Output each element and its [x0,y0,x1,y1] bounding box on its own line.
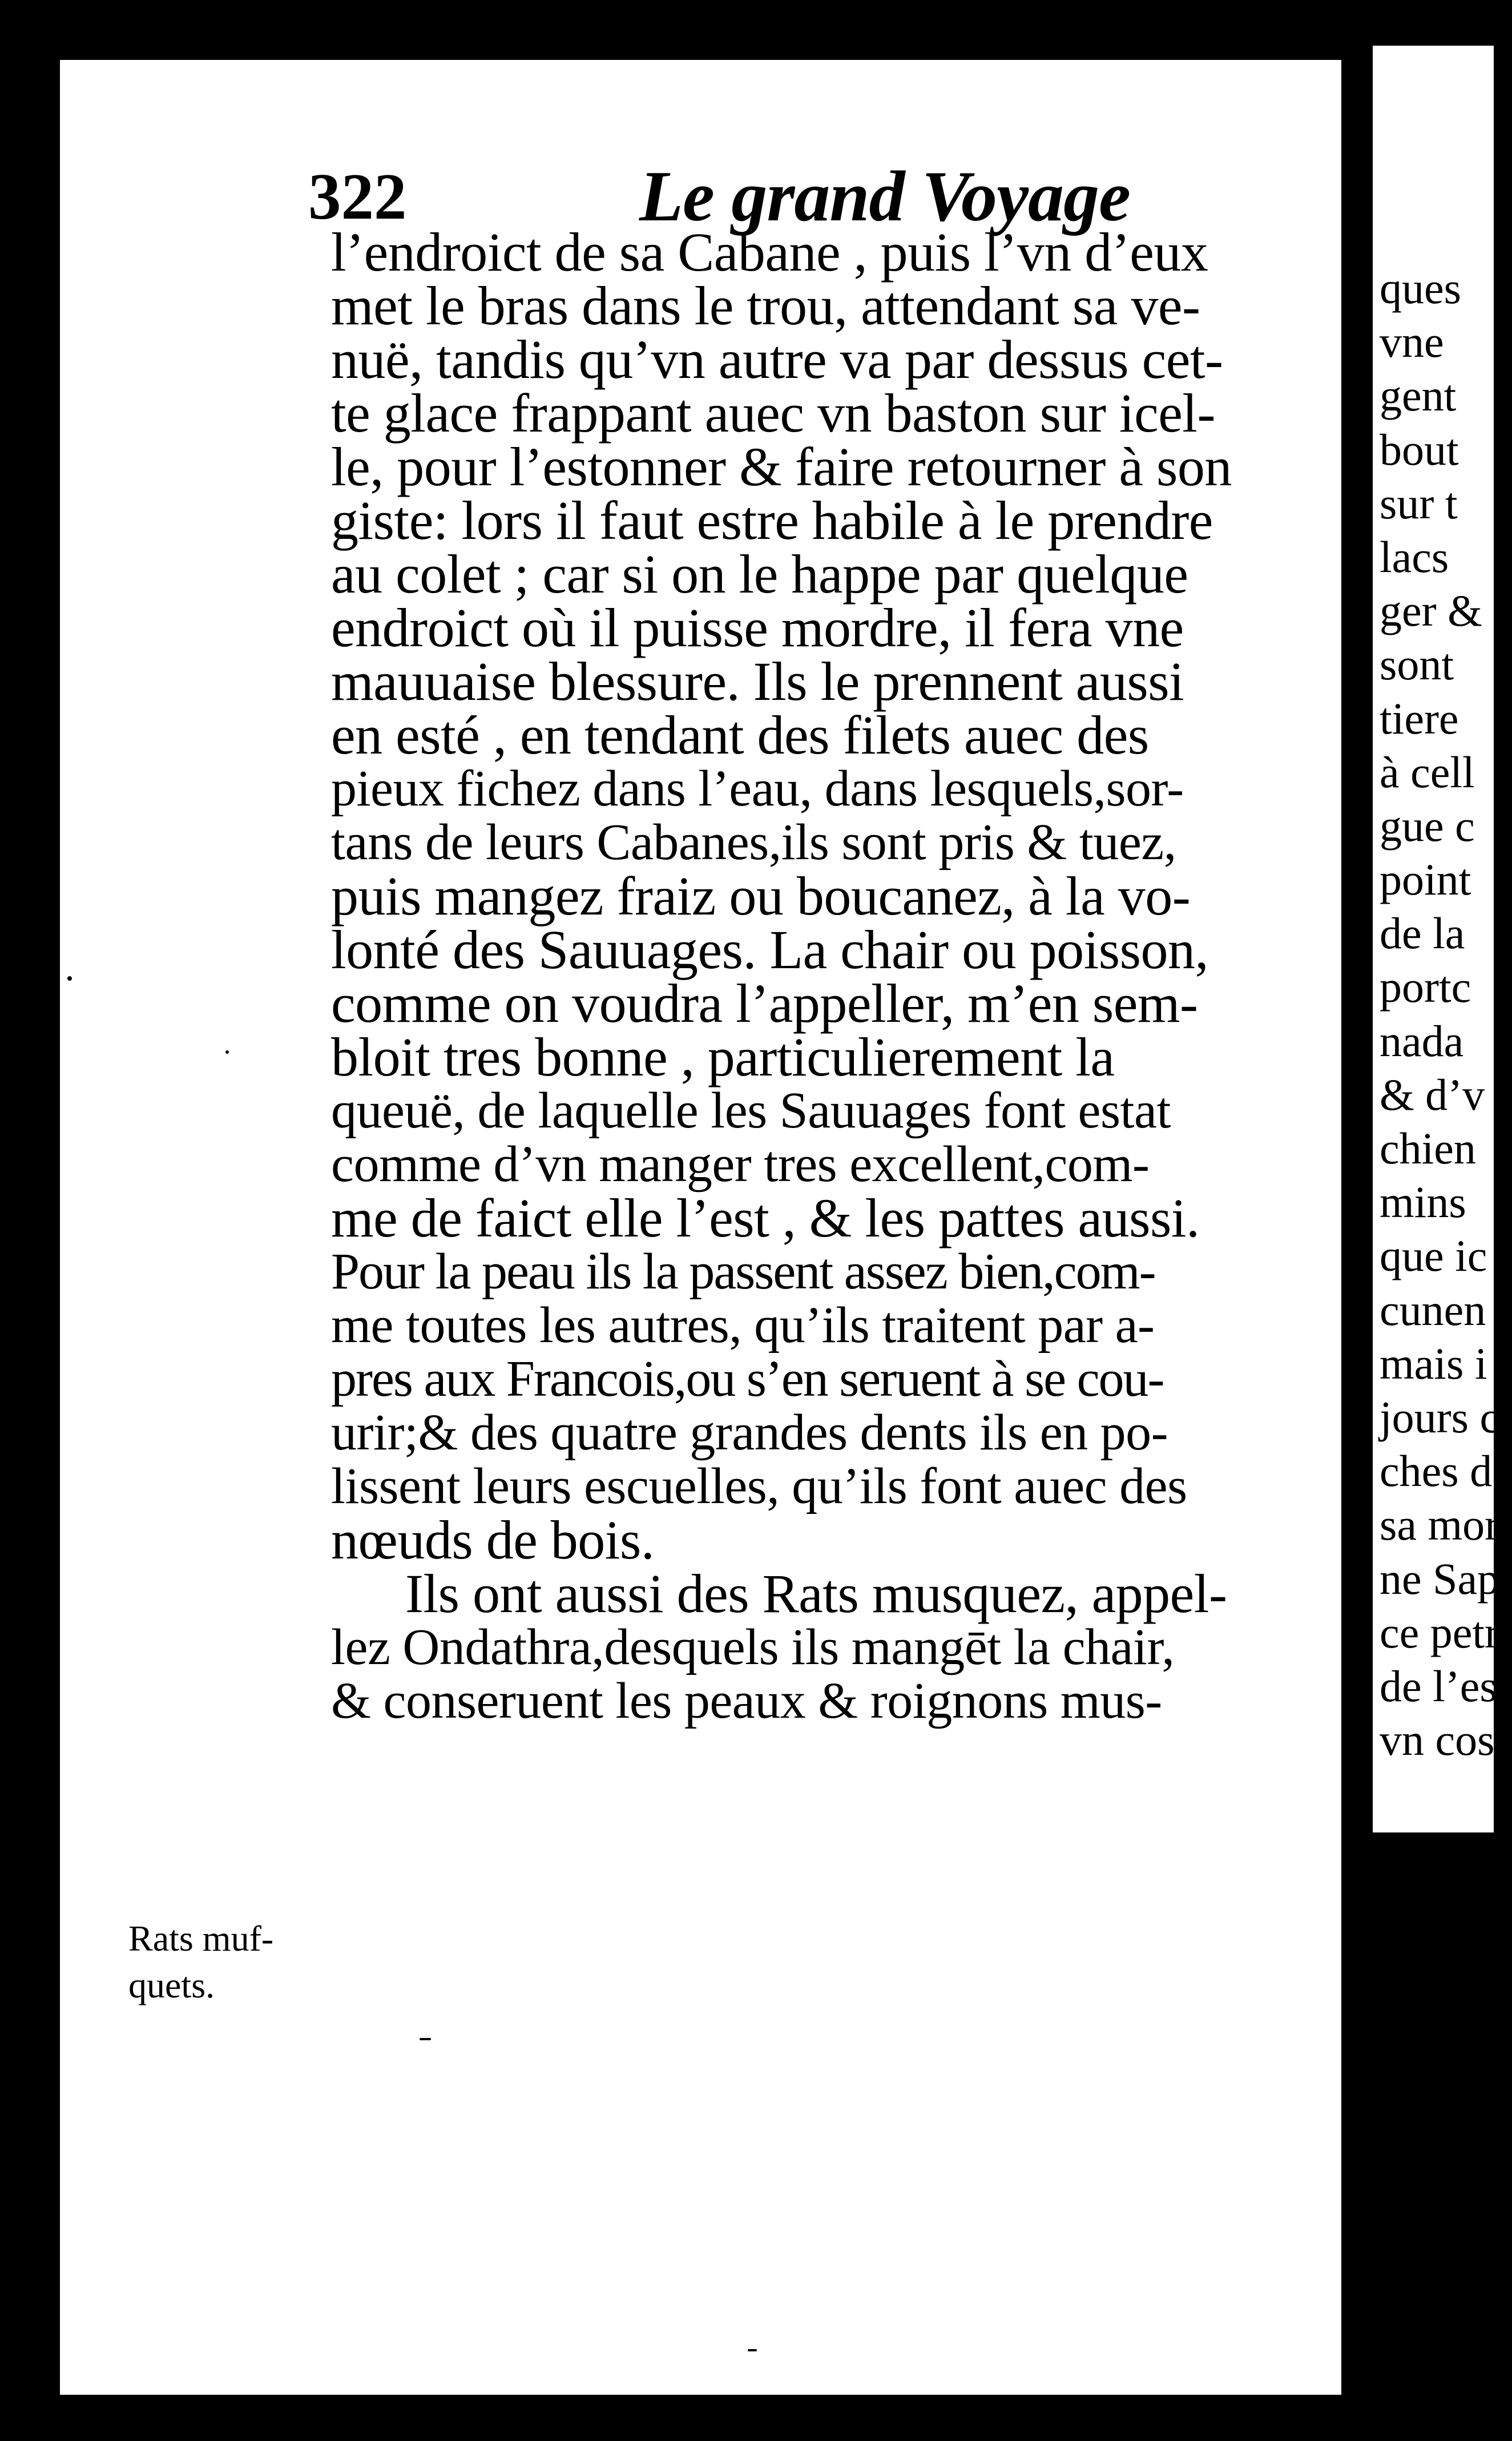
facing-page-line: point [1380,855,1471,905]
text-line: puis mangez fraiz ou boucanez, à la vo- [331,865,1191,927]
facing-page-line: tiere [1380,693,1459,743]
text-line: pieux fichez dans l’eau, dans lesquels,sor- [331,760,1184,817]
text-line: pres aux Francois,ou s’en seruent à se cou- [331,1351,1164,1407]
facing-page-line: sont [1380,639,1454,690]
text-line: me toutes les autres, qu’ils traitent par a- [331,1297,1155,1354]
facing-page-line: portc [1380,962,1471,1012]
text-line: au colet ; car si on le happe par quelque [331,543,1188,605]
text-line: bloit tres bonne , particulierement la [331,1026,1115,1087]
page-number: 322 [308,160,407,233]
facing-page-line: mins [1380,1177,1466,1227]
text-line: en esté , en tendant des filets auec des [331,704,1149,766]
text-line: comme d’vn manger tres excellent,com- [331,1136,1150,1193]
text-line: giste: lors il faut estre habile à le prendre [331,490,1213,551]
facing-page-line: ger & [1380,586,1482,636]
text-line: urir;& des quatre grandes dents ils en po- [331,1404,1168,1461]
facing-page-line: vn coss [1380,1715,1512,1765]
text-line: me de faict elle l’est , & les pattes aussi. [331,1187,1200,1248]
text-line: nuë, tandis qu’vn autre va par dessus cet- [331,329,1223,390]
text-line: met le bras dans le trou, attendant sa ve- [331,275,1200,336]
facing-page-text [1380,261,1512,1767]
margin-note-line: Rats muf- [128,1918,274,1959]
facing-page-line: nada [1380,1016,1464,1066]
text-line: l’endroict de sa Cabane , puis l’vn d’eux [331,221,1208,283]
text-line: mauuaise blessure. Ils le prennent aussi [331,651,1184,712]
text-line: comme on voudra l’appeller, m’en sem- [331,973,1198,1034]
facing-page-line: ne Sap [1380,1553,1500,1604]
facing-page-line: jours c [1380,1392,1500,1442]
facing-page-line: ches d [1380,1446,1493,1496]
facing-page [1373,46,1512,1832]
facing-page-line: cunen [1380,1284,1486,1335]
text-line: & conseruent les peaux & roignons mus- [331,1673,1162,1729]
facing-page-line: ce petr [1380,1607,1500,1657]
margin-note [128,1915,322,2009]
margin-note-line: quets. [128,1965,215,2005]
text-line: lissent leurs escuelles, qu’ils font auec des [331,1458,1187,1514]
facing-page-line: vne [1380,317,1444,367]
ink-speck [748,2349,757,2351]
text-line: endroict où il puisse mordre, il fera vne [331,597,1184,658]
facing-page-line: chien [1380,1123,1476,1173]
ink-speck [225,1050,229,1054]
facing-page-line: de l’est [1380,1661,1510,1711]
text-line: tans de leurs Cabanes,ils sont pris & tuez, [331,814,1176,871]
facing-page-line: mais i [1380,1338,1487,1388]
facing-page-line: gue c [1380,800,1475,851]
facing-page-line: sa mor [1380,1500,1500,1550]
text-line: te glace frappant auec vn baston sur icel- [331,382,1215,444]
text-line: nœuds de bois. [331,1509,655,1570]
text-line: lez Ondathra,desquels ils mangēt la chair, [331,1619,1175,1675]
facing-page-line: sur t [1380,478,1458,528]
text-line: queuë, de laquelle les Sauuages font estat [331,1082,1171,1139]
text-line: Ils ont aussi des Rats musquez, appel- [405,1563,1227,1624]
ink-speck [67,976,72,981]
ink-speck [420,2038,431,2040]
facing-page-line: & d’v [1380,1069,1485,1119]
facing-page-line: bout [1380,424,1459,474]
body-text [331,221,1324,1729]
facing-page-line: de la [1380,908,1465,958]
text-line: le, pour l’estonner & faire retourner à son [331,436,1232,497]
facing-page-line: ques [1380,263,1461,313]
facing-page-line: gent [1380,370,1457,421]
page-header-title: Le grand Voyage [639,157,1130,236]
text-line: Pour la peau ils la passent assez bien,com- [331,1243,1155,1300]
facing-page-line: que ic [1380,1231,1487,1281]
text-line: lonté des Sauuages. La chair ou poisson, [331,919,1208,980]
facing-page-line: à cell [1380,747,1475,797]
facing-page-line: lacs [1380,531,1449,582]
